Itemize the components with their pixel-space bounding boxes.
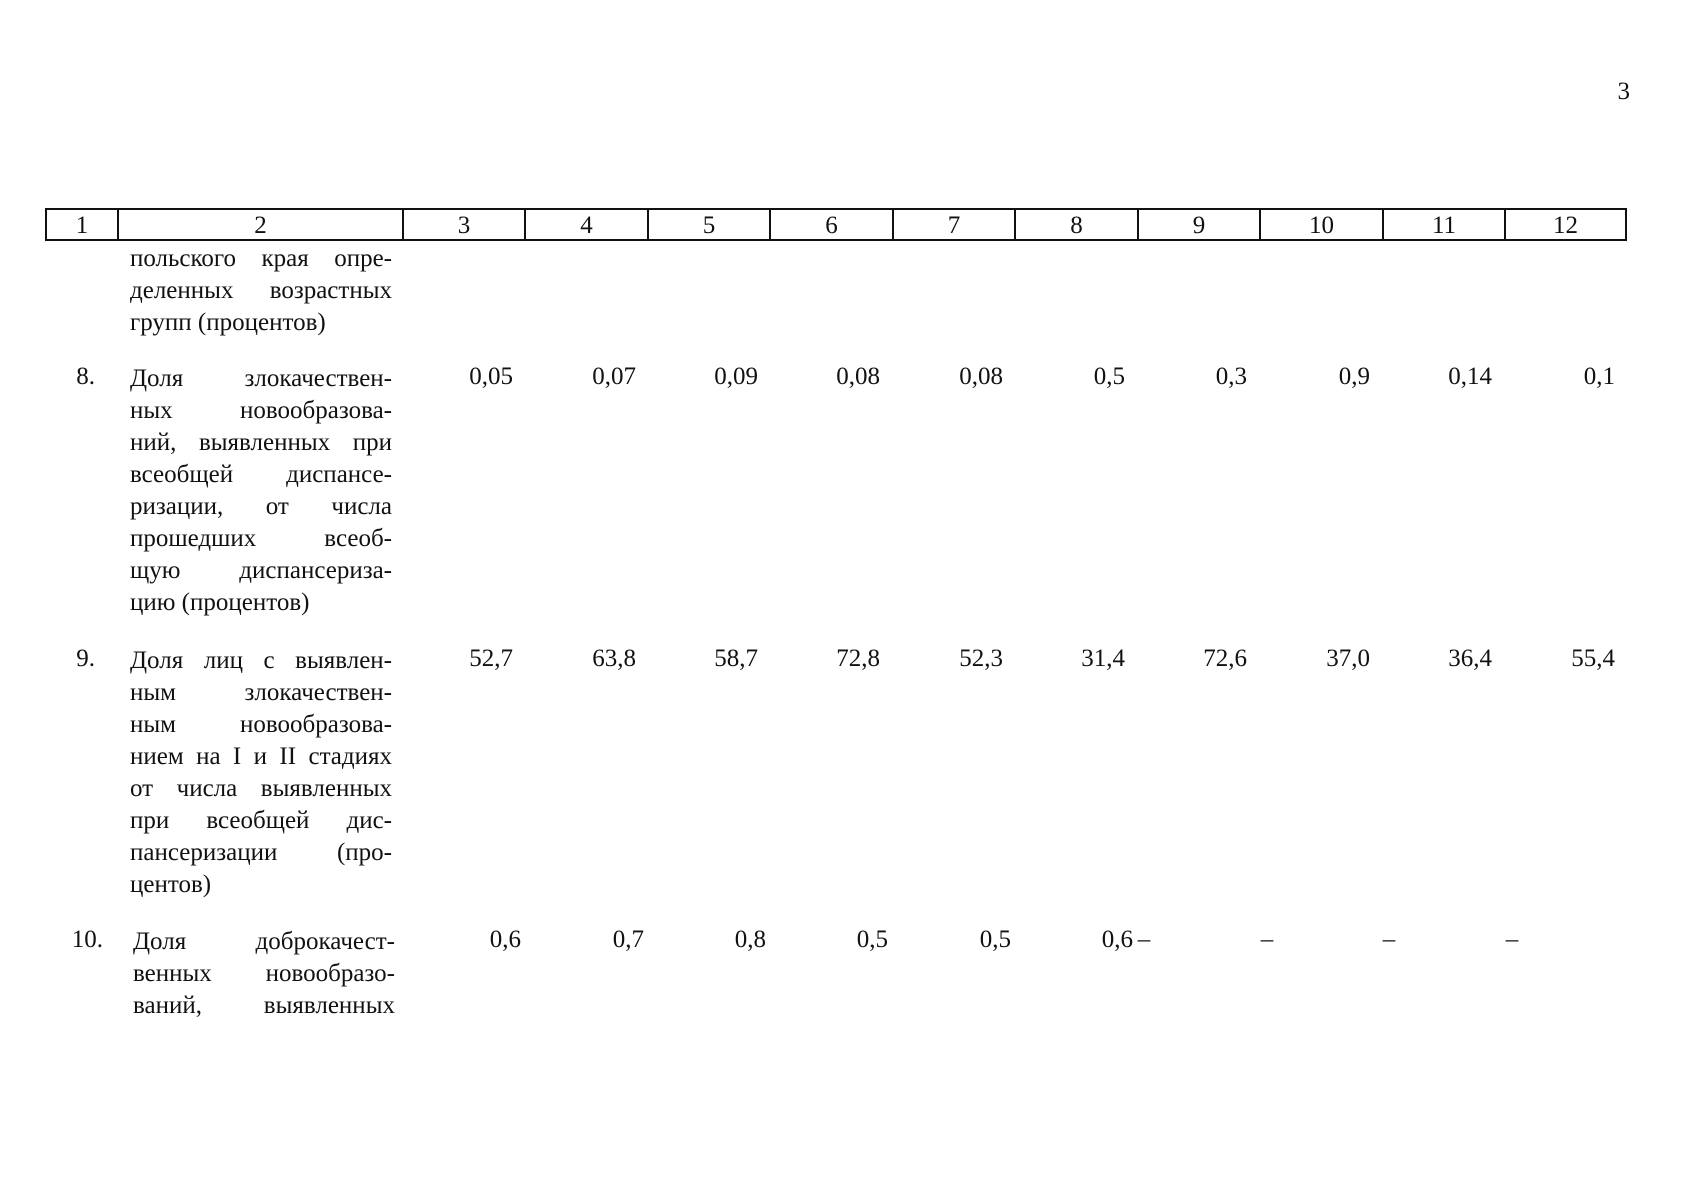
text-line: ным злокачествен- [130,679,392,706]
column-header-9: 9 [1139,210,1261,239]
column-header-1: 1 [47,210,119,239]
value-cell: 0,08 [959,363,1003,390]
value-cell: 37,0 [1326,645,1370,672]
text-line: деленных возрастных [130,277,392,304]
value-cell: 72,8 [836,645,880,672]
column-header-11: 11 [1384,210,1506,239]
text-line: ний, выявленных при [130,429,392,456]
value-cell: 0,5 [1093,363,1125,390]
column-header-row [45,208,1627,241]
value-cell: 55,4 [1571,645,1615,672]
text-line: цию (процентов) [130,589,310,616]
text-line: от числа выявленных [130,775,392,802]
column-header-5: 5 [649,210,771,239]
value-cell: 63,8 [592,645,636,672]
column-header-6: 6 [771,210,894,239]
value-cell: 0,14 [1448,363,1492,390]
row-description-8 [130,363,392,619]
value-cell: 0,6 [1101,926,1133,953]
text-line: Доля доброкачест- [133,928,395,955]
value-cell: 0,05 [469,363,513,390]
value-cell: – [1382,926,1396,953]
value-cell: 52,3 [959,645,1003,672]
text-line: ных новообразова- [130,397,392,424]
value-cell: 0,3 [1215,363,1247,390]
value-cell: 0,07 [592,363,636,390]
value-cell: 0,5 [979,926,1011,953]
value-cell: 36,4 [1448,645,1492,672]
row-number-9: 9. [76,645,95,672]
value-cell: – [1505,926,1519,953]
value-cell: 0,08 [836,363,880,390]
text-line: Доля лиц с выявлен- [130,647,392,674]
value-cell: 58,7 [714,645,758,672]
text-line: венных новообразо- [133,960,395,987]
continuation-text [130,243,392,339]
value-cell: 0,9 [1338,363,1370,390]
column-header-3: 3 [404,210,526,239]
page-number: 3 [1617,78,1630,105]
row-number-8: 8. [76,363,95,390]
text-line: ризации, от числа [130,493,392,520]
column-header-7: 7 [894,210,1016,239]
value-cell: 0,1 [1583,363,1615,390]
column-header-4: 4 [526,210,649,239]
value-cell: 52,7 [469,645,513,672]
text-line: прошедших всеоб- [130,525,392,552]
text-line: всеобщей диспансе- [130,461,392,488]
row-description-10 [133,926,395,1022]
value-cell: 0,8 [734,926,766,953]
text-line: польского края опре- [130,245,392,272]
row-number-10: 10. [71,926,103,953]
value-cell: 0,6 [489,926,521,953]
column-header-10: 10 [1261,210,1384,239]
text-line: групп (процентов) [130,309,326,336]
text-line: щую диспансериза- [130,557,392,584]
text-line: при всеобщей дис- [130,807,392,834]
value-cell: 0,09 [714,363,758,390]
text-line: Доля злокачествен- [130,365,392,392]
value-cell: – [1137,926,1151,953]
value-cell: 0,7 [612,926,644,953]
value-cell: – [1260,926,1274,953]
column-header-2: 2 [119,210,404,239]
text-line: ным новообразова- [130,711,392,738]
text-line: ваний, выявленных [133,992,395,1019]
column-header-12: 12 [1553,212,1578,239]
value-cell: 0,5 [856,926,888,953]
column-header-8: 8 [1016,210,1139,239]
text-line: нием на I и II стадиях [130,743,392,770]
row-description-9 [130,645,392,901]
value-cell: 31,4 [1081,645,1125,672]
text-line: пансеризации (про- [130,839,392,866]
value-cell: 72,6 [1203,645,1247,672]
text-line: центов) [130,871,212,898]
